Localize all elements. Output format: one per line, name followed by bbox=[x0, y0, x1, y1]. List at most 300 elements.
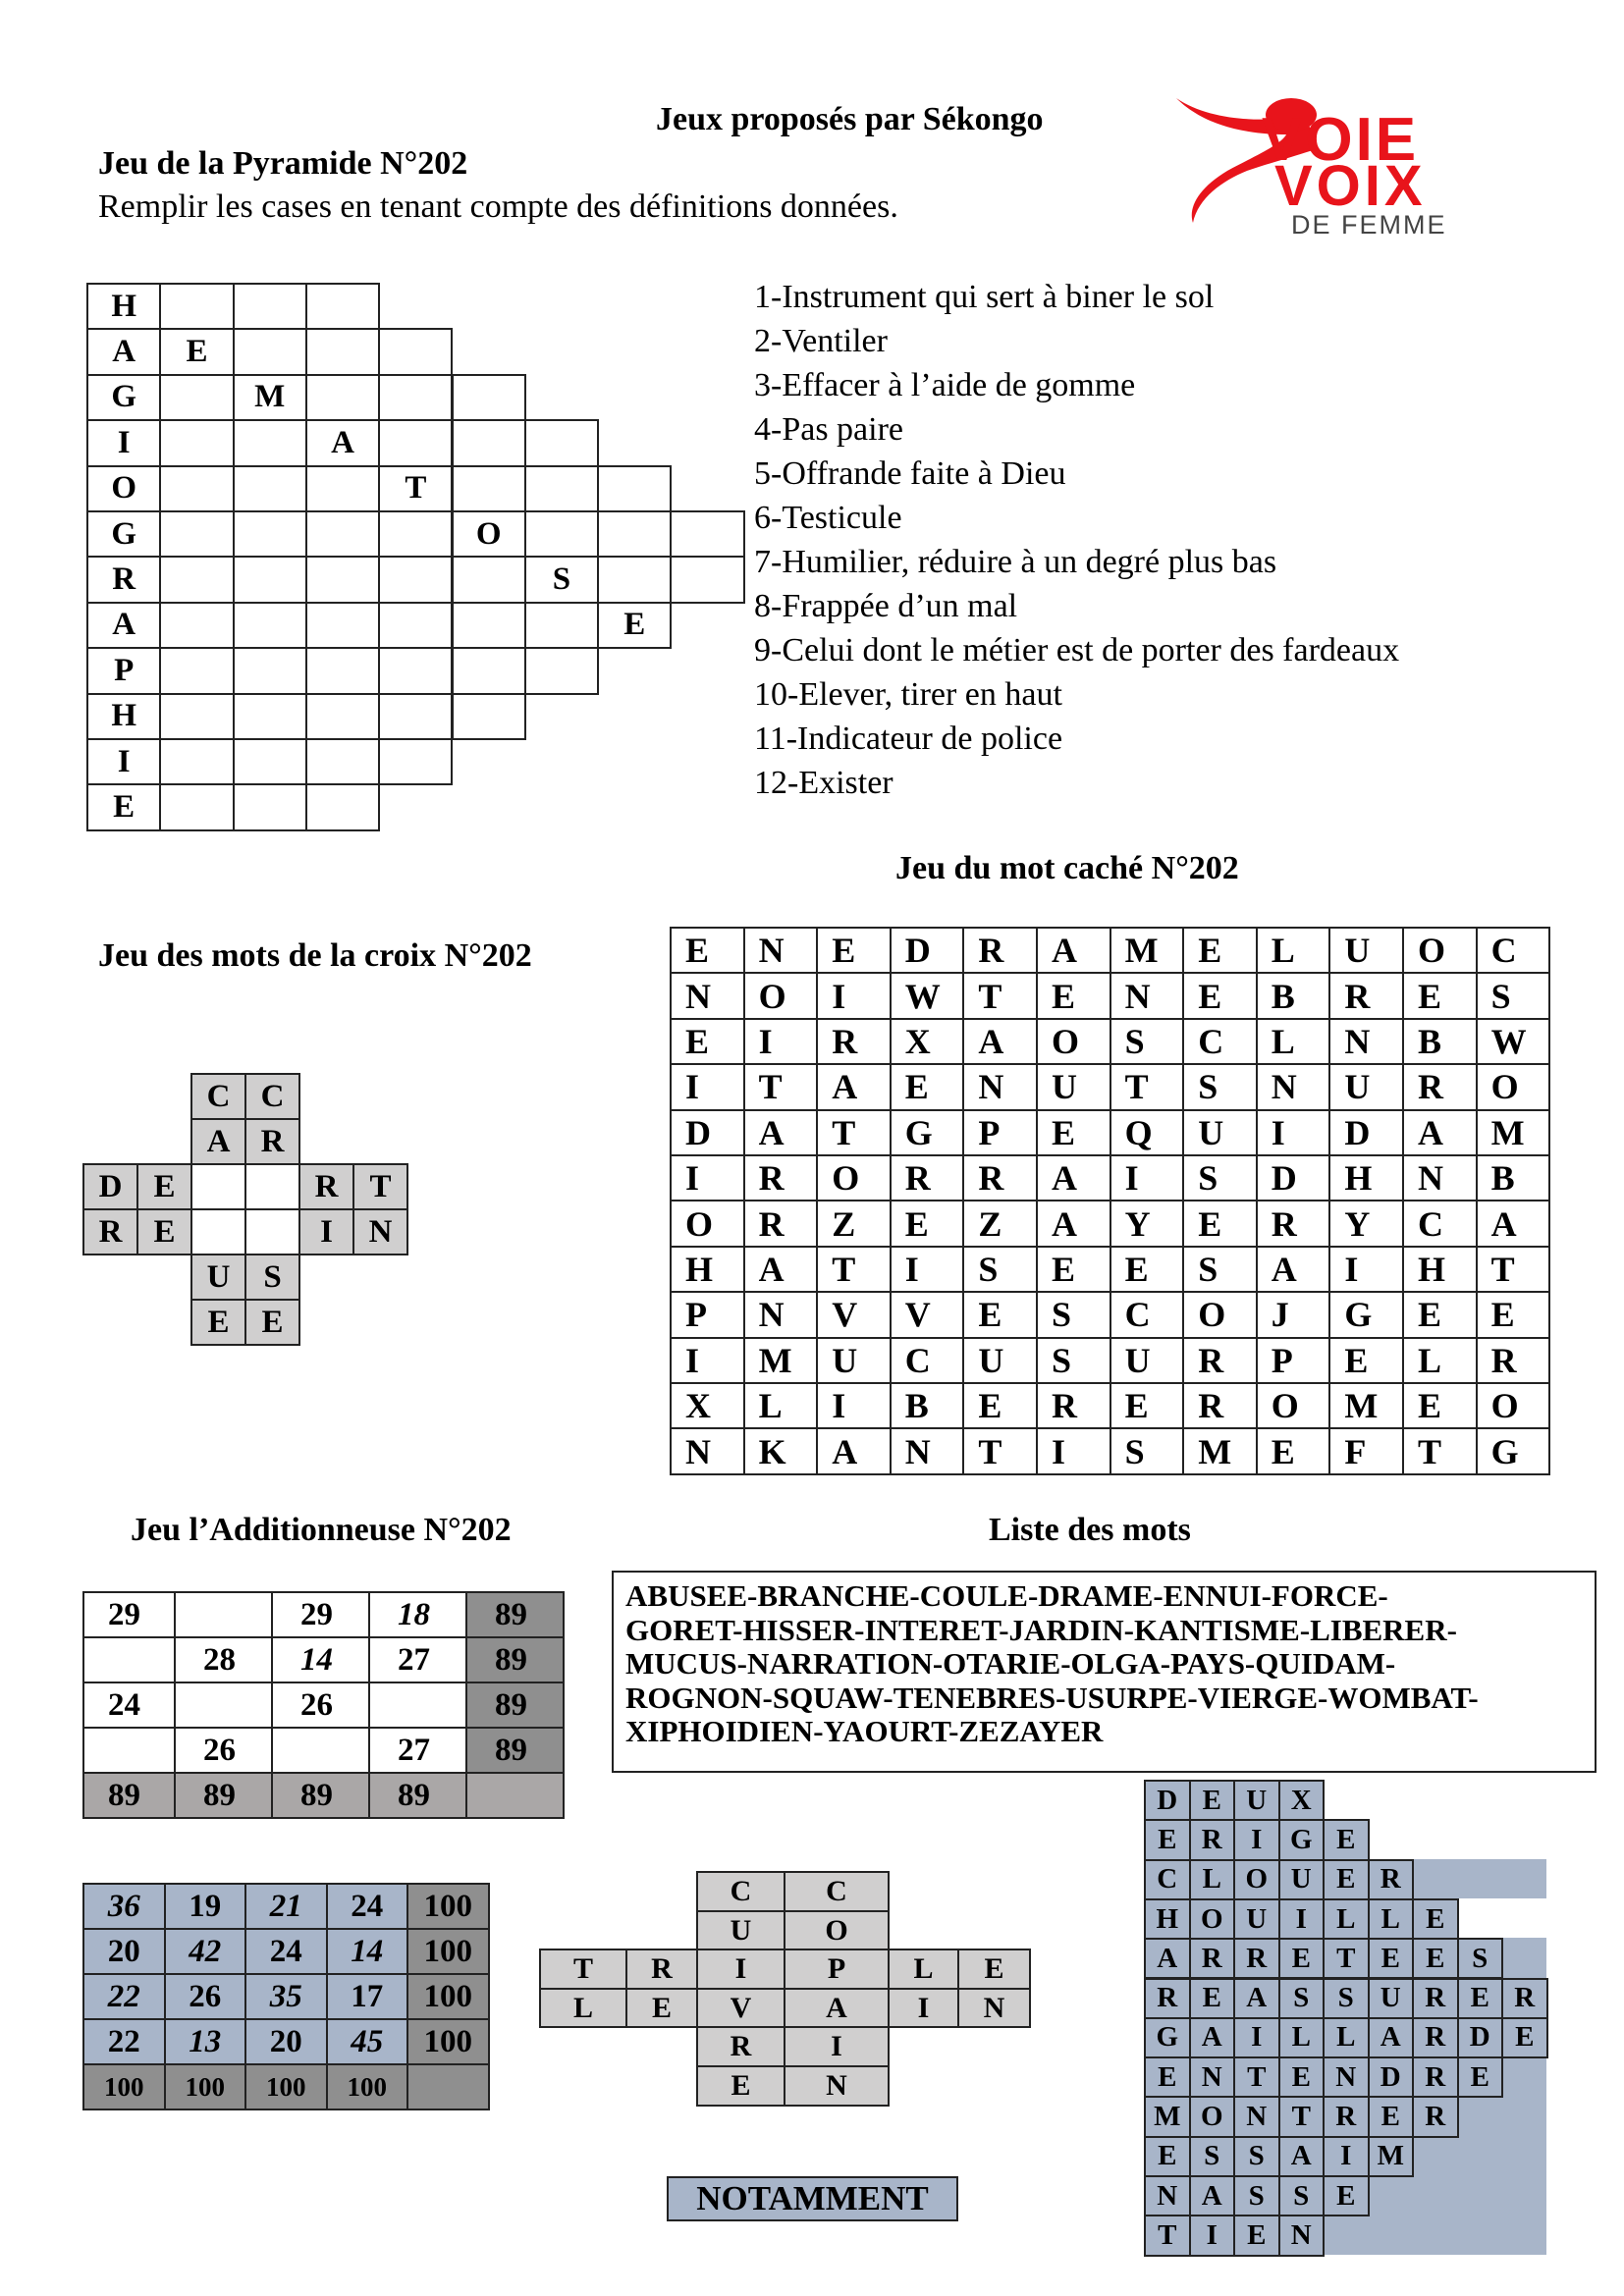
stair-cell: E bbox=[1368, 1938, 1415, 1979]
solution-cell: 20 bbox=[82, 1928, 166, 1975]
solution-cell: 100 bbox=[164, 2063, 247, 2110]
word-search-cell: E bbox=[816, 927, 892, 974]
pyramide-cell bbox=[378, 374, 453, 421]
word-search-cell: I bbox=[670, 1154, 745, 1201]
croix-cell: R bbox=[298, 1163, 354, 1210]
word-search-cell: R bbox=[962, 927, 1038, 974]
stair-cell: E bbox=[1323, 2175, 1370, 2216]
word-search-cell: P bbox=[962, 1109, 1038, 1156]
croix-solution-cell: P bbox=[784, 1949, 890, 1990]
pyramide-cell bbox=[597, 556, 672, 603]
word-search-cell: M bbox=[1328, 1382, 1404, 1429]
pyramide-cell bbox=[452, 602, 526, 649]
stair-cell: R bbox=[1412, 1978, 1459, 2019]
stair-cell: I bbox=[1323, 2136, 1370, 2177]
pyramide-cell bbox=[159, 419, 234, 466]
pyramide-cell bbox=[305, 510, 380, 558]
additionneuse-cell: 89 bbox=[82, 1772, 176, 1819]
croix-cell: U bbox=[190, 1254, 246, 1301]
word-search-cell: I bbox=[670, 1063, 745, 1110]
stair-cell: A bbox=[1233, 1978, 1280, 2019]
word-search-cell: Q bbox=[1110, 1109, 1185, 1156]
word-search-cell: S bbox=[1036, 1337, 1111, 1384]
stair-notch bbox=[1458, 1898, 1549, 1938]
additionneuse-title: Jeu l’Additionneuse N°202 bbox=[131, 1512, 512, 1548]
pyramide-instruction: Remplir les cases en tenant compte des définitions données. bbox=[98, 188, 898, 225]
solution-cell bbox=[406, 2063, 490, 2110]
word-search-cell: D bbox=[1256, 1154, 1331, 1201]
pyramide-cell: A bbox=[86, 602, 161, 649]
stair-cell: T bbox=[1323, 1938, 1370, 1979]
pyramide-cell bbox=[305, 556, 380, 603]
croix-solution-cell: I bbox=[888, 1988, 959, 2028]
word-search-cell: E bbox=[1402, 972, 1478, 1019]
stair-cell: L bbox=[1189, 1859, 1236, 1900]
word-search-cell: T bbox=[816, 1246, 892, 1293]
stair-cell: H bbox=[1144, 1898, 1191, 1940]
pyramide-cell bbox=[159, 510, 234, 558]
word-search-cell: R bbox=[1256, 1200, 1331, 1247]
stair-cell: E bbox=[1323, 1819, 1370, 1860]
word-search-cell: O bbox=[1036, 1018, 1111, 1065]
word-search-cell: U bbox=[1328, 1063, 1404, 1110]
croix-solution-cell: R bbox=[625, 1949, 698, 1990]
word-search-cell: G bbox=[1476, 1427, 1551, 1474]
pyramide-cell: A bbox=[86, 328, 161, 375]
word-search-cell: S bbox=[1476, 972, 1551, 1019]
word-search-cell: A bbox=[1036, 927, 1111, 974]
word-search-cell: C bbox=[890, 1337, 965, 1384]
croix-solution-cell: I bbox=[784, 2026, 890, 2067]
pyramide-cell bbox=[305, 647, 380, 694]
stair-cell: E bbox=[1412, 1898, 1459, 1940]
stair-cell: E bbox=[1278, 2056, 1326, 2098]
stair-cell: N bbox=[1144, 2175, 1191, 2216]
word-search-cell: E bbox=[1328, 1337, 1404, 1384]
word-search-cell: P bbox=[670, 1291, 745, 1338]
stair-cell: R bbox=[1412, 2017, 1459, 2058]
word-search-cell: E bbox=[890, 1063, 965, 1110]
pyramide-cell bbox=[233, 328, 307, 375]
stair-cell: D bbox=[1144, 1780, 1191, 1821]
croix-solution-cell: E bbox=[696, 2065, 785, 2107]
word-search-cell: G bbox=[1328, 1291, 1404, 1338]
stair-cell: A bbox=[1278, 2136, 1326, 2177]
croix-cell bbox=[190, 1208, 246, 1255]
solution-cell: 24 bbox=[244, 1928, 328, 1975]
pyramide-cell bbox=[159, 556, 234, 603]
additionneuse-cell: 26 bbox=[174, 1727, 273, 1774]
word-search-cell: E bbox=[1110, 1382, 1185, 1429]
solution-cell: 36 bbox=[82, 1883, 166, 1930]
pyramide-cell bbox=[233, 465, 307, 512]
pyramide-cell bbox=[305, 283, 380, 330]
stair-cell: R bbox=[1368, 1859, 1415, 1900]
word-search-cell: U bbox=[816, 1337, 892, 1384]
word-search-cell: B bbox=[1476, 1154, 1551, 1201]
word-search-cell: E bbox=[1036, 1109, 1111, 1156]
pyramide-cell bbox=[524, 510, 599, 558]
logo-voie: VOIE bbox=[1262, 106, 1420, 174]
word-search-cell: S bbox=[1182, 1063, 1258, 1110]
pyramide-cell bbox=[452, 647, 526, 694]
stair-cell: E bbox=[1189, 1978, 1236, 2019]
word-search-cell: E bbox=[670, 927, 745, 974]
stair-cell: R bbox=[1412, 2056, 1459, 2098]
pyramide-cell bbox=[233, 556, 307, 603]
word-search-cell: T bbox=[962, 972, 1038, 1019]
solution-cell: 17 bbox=[326, 1973, 409, 2020]
stair-cell: L bbox=[1323, 1898, 1370, 1940]
pyramide-cell bbox=[233, 419, 307, 466]
stair-cell: S bbox=[1457, 1938, 1504, 1979]
croix-cell bbox=[244, 1208, 300, 1255]
stair-cell: U bbox=[1278, 1859, 1326, 1900]
word-search-cell: T bbox=[1110, 1063, 1185, 1110]
stair-cell: N bbox=[1323, 2056, 1370, 2098]
pyramide-cell: P bbox=[86, 647, 161, 694]
solution-cell: 100 bbox=[326, 2063, 409, 2110]
word-search-cell: I bbox=[670, 1337, 745, 1384]
stair-cell: S bbox=[1189, 2136, 1236, 2177]
croix-cell bbox=[244, 1163, 300, 1210]
word-search-cell: Z bbox=[816, 1200, 892, 1247]
pyramide-cell bbox=[452, 556, 526, 603]
pyramide-cell bbox=[378, 328, 453, 375]
additionneuse-cell: 89 bbox=[465, 1591, 565, 1638]
word-search-cell: T bbox=[1402, 1427, 1478, 1474]
word-search-cell: N bbox=[1328, 1018, 1404, 1065]
additionneuse-cell bbox=[82, 1727, 176, 1774]
stair-cell: A bbox=[1189, 2017, 1236, 2058]
word-search-cell: O bbox=[1476, 1063, 1551, 1110]
word-search-cell: R bbox=[890, 1154, 965, 1201]
stair-cell: E bbox=[1323, 1859, 1370, 1900]
stair-cell: E bbox=[1457, 2056, 1504, 2098]
mot-cache-solution-box bbox=[667, 2176, 958, 2221]
word-search-cell: D bbox=[890, 927, 965, 974]
croix-cell: E bbox=[136, 1208, 192, 1255]
solution-cell: 19 bbox=[164, 1883, 247, 1930]
word-search-cell: R bbox=[816, 1018, 892, 1065]
croix-cell bbox=[190, 1163, 246, 1210]
pyramide-cell bbox=[597, 465, 672, 512]
stair-cell: E bbox=[1233, 2215, 1280, 2256]
additionneuse-cell: 24 bbox=[82, 1682, 176, 1729]
word-search-cell: N bbox=[1402, 1154, 1478, 1201]
word-search-cell: E bbox=[962, 1382, 1038, 1429]
word-search-cell: O bbox=[816, 1154, 892, 1201]
croix-cell: E bbox=[190, 1299, 246, 1346]
pyramide-cell bbox=[159, 602, 234, 649]
stair-cell: E bbox=[1412, 1938, 1459, 1979]
word-search-cell: N bbox=[890, 1427, 965, 1474]
stair-cell: I bbox=[1189, 2215, 1236, 2256]
word-search-cell: W bbox=[890, 972, 965, 1019]
word-search-cell: I bbox=[1256, 1109, 1331, 1156]
word-search-cell: A bbox=[816, 1063, 892, 1110]
word-search-cell: M bbox=[1110, 927, 1185, 974]
definition-item: 4-Pas paire bbox=[754, 411, 904, 448]
word-search-cell: E bbox=[1182, 972, 1258, 1019]
pyramide-cell: H bbox=[86, 693, 161, 740]
pyramide-cell: O bbox=[452, 510, 526, 558]
word-search-cell: B bbox=[1402, 1018, 1478, 1065]
stair-cell: S bbox=[1278, 1978, 1326, 2019]
word-search-cell: I bbox=[816, 1382, 892, 1429]
word-list-line: GORET-HISSER-INTERET-JARDIN-KANTISME-LIBERER- bbox=[625, 1612, 1457, 1647]
pyramide-cell: A bbox=[305, 419, 380, 466]
word-list-line: MUCUS-NARRATION-OTARIE-OLGA-PAYS-QUIDAM- bbox=[625, 1646, 1396, 1681]
word-search-cell: L bbox=[1256, 1018, 1331, 1065]
word-search-cell: T bbox=[962, 1427, 1038, 1474]
word-search-cell: H bbox=[1402, 1246, 1478, 1293]
word-search-cell: I bbox=[890, 1246, 965, 1293]
word-search-cell: W bbox=[1476, 1018, 1551, 1065]
stair-cell: R bbox=[1189, 1819, 1236, 1860]
additionneuse-cell: 89 bbox=[174, 1772, 273, 1819]
solution-cell: 100 bbox=[244, 2063, 328, 2110]
definition-item: 5-Offrande faite à Dieu bbox=[754, 455, 1066, 492]
word-list-box bbox=[612, 1571, 1597, 1773]
stair-cell: T bbox=[1233, 2056, 1280, 2098]
stair-cell: E bbox=[1501, 2017, 1548, 2058]
additionneuse-cell: 14 bbox=[271, 1636, 370, 1683]
word-search-cell: F bbox=[1328, 1427, 1404, 1474]
croix-cell: E bbox=[136, 1163, 192, 1210]
pyramide-definitions bbox=[754, 275, 1399, 805]
word-search-cell: T bbox=[1476, 1246, 1551, 1293]
croix-cell: D bbox=[82, 1163, 138, 1210]
stair-cell: S bbox=[1233, 2136, 1280, 2177]
pyramide-cell bbox=[305, 693, 380, 740]
definition-item: 9-Celui dont le métier est de porter des fardeaux bbox=[754, 632, 1400, 668]
word-search-cell: V bbox=[816, 1291, 892, 1338]
word-search-cell: N bbox=[962, 1063, 1038, 1110]
stair-cell: U bbox=[1233, 1898, 1280, 1940]
pyramide-cell bbox=[670, 556, 744, 603]
solution-cell: 20 bbox=[244, 2018, 328, 2065]
mot-cache-title: Jeu du mot caché N°202 bbox=[895, 850, 1239, 886]
word-list-line: ROGNON-SQUAW-TENEBRES-USURPE-VIERGE-WOMBAT- bbox=[625, 1680, 1479, 1715]
pyramide-cell bbox=[305, 602, 380, 649]
word-search-cell: E bbox=[962, 1291, 1038, 1338]
word-search-cell: O bbox=[1476, 1382, 1551, 1429]
word-search-cell: A bbox=[1036, 1154, 1111, 1201]
stair-cell: A bbox=[1368, 2017, 1415, 2058]
croix-cell: C bbox=[244, 1073, 300, 1120]
croix-solution-cell: T bbox=[539, 1949, 627, 1990]
pyramide-cell bbox=[305, 374, 380, 421]
word-search-cell: N bbox=[743, 927, 819, 974]
croix-cell: A bbox=[190, 1118, 246, 1165]
solution-cell: 45 bbox=[326, 2018, 409, 2065]
word-search-cell: L bbox=[1256, 927, 1331, 974]
word-search-cell: V bbox=[890, 1291, 965, 1338]
additionneuse-cell bbox=[174, 1682, 273, 1729]
voie-voix-de-femme-logo bbox=[1168, 90, 1561, 238]
stair-cell: E bbox=[1278, 1938, 1326, 1979]
additionneuse-cell bbox=[82, 1636, 176, 1683]
word-search-cell: A bbox=[962, 1018, 1038, 1065]
word-search-cell: A bbox=[1476, 1200, 1551, 1247]
word-search-cell: T bbox=[743, 1063, 819, 1110]
word-search-cell: S bbox=[962, 1246, 1038, 1293]
word-search-cell: O bbox=[1402, 927, 1478, 974]
stair-cell: M bbox=[1144, 2096, 1191, 2137]
word-search-cell: U bbox=[1036, 1063, 1111, 1110]
stair-cell: R bbox=[1144, 1978, 1191, 2019]
word-search-cell: I bbox=[1036, 1427, 1111, 1474]
croix-solution-cell: E bbox=[625, 1988, 698, 2028]
word-search-cell: C bbox=[1182, 1018, 1258, 1065]
word-search-cell: M bbox=[1476, 1109, 1551, 1156]
word-search-cell: N bbox=[670, 972, 745, 1019]
stair-cell: D bbox=[1368, 2056, 1415, 2098]
additionneuse-cell: 26 bbox=[271, 1682, 370, 1729]
croix-solution-cell: I bbox=[696, 1949, 785, 1990]
croix-cell: T bbox=[352, 1163, 408, 1210]
word-search-cell: B bbox=[890, 1382, 965, 1429]
pyramide-cell bbox=[378, 602, 453, 649]
word-search-cell: A bbox=[816, 1427, 892, 1474]
word-search-cell: E bbox=[1110, 1246, 1185, 1293]
stair-cell: S bbox=[1233, 2175, 1280, 2216]
word-search-cell: O bbox=[1256, 1382, 1331, 1429]
pyramide-cell: S bbox=[524, 556, 599, 603]
pyramide-cell bbox=[305, 783, 380, 830]
croix-solution-cell: N bbox=[784, 2065, 890, 2107]
word-search-cell: G bbox=[890, 1109, 965, 1156]
stair-cell: G bbox=[1144, 2017, 1191, 2058]
word-search-cell: E bbox=[670, 1018, 745, 1065]
word-list-line: ABUSEE-BRANCHE-COULE-DRAME-ENNUI-FORCE- bbox=[625, 1578, 1388, 1613]
pyramide-cell bbox=[233, 693, 307, 740]
stair-cell: O bbox=[1189, 2096, 1236, 2137]
solution-cell: 22 bbox=[82, 2018, 166, 2065]
stair-cell: U bbox=[1368, 1978, 1415, 2019]
word-search-cell: E bbox=[1256, 1427, 1331, 1474]
word-search-cell: E bbox=[1182, 927, 1258, 974]
word-search-cell: R bbox=[1402, 1063, 1478, 1110]
word-list-line: XIPHOIDIEN-YAOURT-ZEZAYER bbox=[625, 1714, 1104, 1748]
croix-cell: S bbox=[244, 1254, 300, 1301]
solution-cell: 100 bbox=[406, 1928, 490, 1975]
word-search-cell: I bbox=[1328, 1246, 1404, 1293]
pyramide-cell: H bbox=[86, 283, 161, 330]
definition-item: 10-Elever, tirer en haut bbox=[754, 676, 1062, 713]
croix-cell: E bbox=[244, 1299, 300, 1346]
croix-cell: R bbox=[82, 1208, 138, 1255]
word-search-cell: R bbox=[1036, 1382, 1111, 1429]
word-search-cell: U bbox=[1328, 927, 1404, 974]
definition-item: 11-Indicateur de police bbox=[754, 721, 1063, 757]
stair-cell: I bbox=[1278, 1898, 1326, 1940]
pyramide-cell bbox=[378, 738, 453, 785]
pyramide-cell bbox=[452, 419, 526, 466]
stair-cell: T bbox=[1278, 2096, 1326, 2137]
additionneuse-cell: 89 bbox=[465, 1636, 565, 1683]
word-search-cell: J bbox=[1256, 1291, 1331, 1338]
solution-cell: 100 bbox=[82, 2063, 166, 2110]
word-search-cell: O bbox=[1182, 1291, 1258, 1338]
definition-item: 2-Ventiler bbox=[754, 323, 888, 359]
stair-cell: I bbox=[1233, 2017, 1280, 2058]
additionneuse-cell: 89 bbox=[465, 1727, 565, 1774]
pyramide-cell: I bbox=[86, 419, 161, 466]
pyramide-cell bbox=[233, 510, 307, 558]
stair-cell: R bbox=[1501, 1978, 1548, 2019]
pyramide-cell bbox=[305, 738, 380, 785]
stair-cell: U bbox=[1233, 1780, 1280, 1821]
additionneuse-cell: 28 bbox=[174, 1636, 273, 1683]
stair-cell: I bbox=[1233, 1819, 1280, 1860]
word-search-cell: R bbox=[743, 1200, 819, 1247]
pyramide-cell bbox=[159, 374, 234, 421]
croix-solution-cell: R bbox=[696, 2026, 785, 2067]
pyramide-cell bbox=[233, 283, 307, 330]
croix-cell: N bbox=[352, 1208, 408, 1255]
author-line: Jeux proposés par Sékongo bbox=[656, 101, 1044, 137]
solution-cell: 24 bbox=[326, 1883, 409, 1930]
croix-solution-cell: O bbox=[784, 1910, 890, 1950]
word-search-cell: N bbox=[1256, 1063, 1331, 1110]
logo-voix: VOIX bbox=[1274, 154, 1427, 218]
stair-cell: R bbox=[1412, 2096, 1459, 2137]
pyramide-cell bbox=[233, 647, 307, 694]
word-search-cell: R bbox=[962, 1154, 1038, 1201]
word-search-cell: P bbox=[1256, 1337, 1331, 1384]
word-search-cell: E bbox=[1476, 1291, 1551, 1338]
stair-cell: T bbox=[1144, 2215, 1191, 2256]
definition-item: 8-Frappée d’un mal bbox=[754, 588, 1018, 624]
pyramide-cell bbox=[524, 465, 599, 512]
word-search-cell: H bbox=[1328, 1154, 1404, 1201]
croix-solution-cell: L bbox=[539, 1988, 627, 2028]
additionneuse-cell: 29 bbox=[271, 1591, 370, 1638]
pyramide-cell bbox=[597, 510, 672, 558]
pyramide-cell bbox=[452, 465, 526, 512]
additionneuse-cell: 27 bbox=[368, 1727, 467, 1774]
word-search-cell: O bbox=[670, 1200, 745, 1247]
pyramide-cell: E bbox=[86, 783, 161, 830]
croix-solution-cell: L bbox=[888, 1949, 959, 1990]
stair-cell: S bbox=[1278, 2175, 1326, 2216]
word-search-cell: R bbox=[1328, 972, 1404, 1019]
word-list-title: Liste des mots bbox=[989, 1512, 1191, 1548]
stair-cell: R bbox=[1189, 1938, 1236, 1979]
word-search-cell: E bbox=[890, 1200, 965, 1247]
additionneuse-cell: 29 bbox=[82, 1591, 176, 1638]
pyramide-cell bbox=[378, 419, 453, 466]
additionneuse-cell: 89 bbox=[368, 1772, 467, 1819]
pyramide-cell bbox=[233, 783, 307, 830]
croix-title: Jeu des mots de la croix N°202 bbox=[98, 937, 532, 974]
definition-item: 7-Humilier, réduire à un degré plus bas bbox=[754, 544, 1277, 580]
solution-cell: 42 bbox=[164, 1928, 247, 1975]
word-search-cell: O bbox=[743, 972, 819, 1019]
word-search-cell: E bbox=[1036, 972, 1111, 1019]
additionneuse-cell bbox=[465, 1772, 565, 1819]
pyramide-cell: I bbox=[86, 738, 161, 785]
solution-cell: 100 bbox=[406, 1883, 490, 1930]
stair-cell: L bbox=[1278, 2017, 1326, 2058]
pyramide-cell bbox=[378, 510, 453, 558]
pyramide-cell bbox=[159, 783, 234, 830]
pyramide-cell: G bbox=[86, 374, 161, 421]
pyramide-cell bbox=[233, 738, 307, 785]
pyramide-cell bbox=[378, 556, 453, 603]
